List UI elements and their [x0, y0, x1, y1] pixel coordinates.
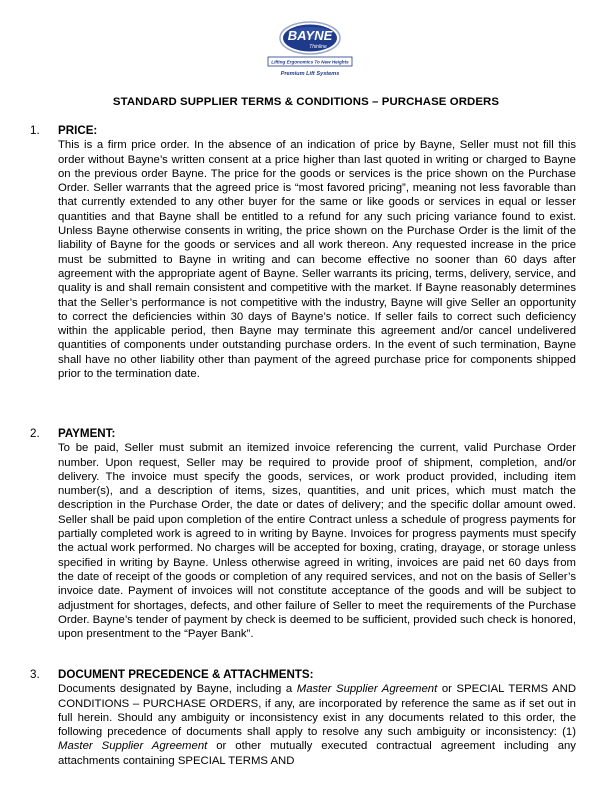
section-number: 2.: [30, 427, 40, 440]
section-heading: PAYMENT:: [58, 427, 116, 440]
text-segment: or SPECIAL TERMS AND CONDITIONS – PURCHASE ORDERS, if any, are incorporated by reference the same as if set out in full herein. Should any ambiguity or inconsistency exist in any documents related to this order, the following precedence of documents shall apply to resolve any such ambiguity or inconsistency: (1): [58, 683, 577, 739]
section-number: 1.: [30, 124, 40, 137]
agreement-name: Master Supplier Agreement: [296, 683, 438, 696]
section-text: [58, 682, 576, 768]
agreement-name: Master Supplier Agreement: [58, 740, 208, 753]
section-text: This is a firm price order. In the absence of an indication of price by Bayne, Seller must not fill this order without Bayne’s written consent at a price higher than last quoted in writing or charged to Bayne on the previous order Bayne. The price for the goods or services is the price shown on the Purchase Order. Seller warrants that the agreed price is “most favored pricing”, meaning not less favorable than that currently extended to any other buyer for the same or like goods or services in equal or lesser quantities and that Bayne shall be entitled to a refund for any such pricing variance found to exist. Unless Bayne otherwise consents in writing, the price shown on the Purchase Order is the limit of the liability of Bayne for the goods or services and all work thereon. Any requested increase in the price must be submitted to Bayne in writing and can become effective no sooner than 60 days after agreement with the appropriate agent of Bayne. Seller warrants its pricing, terms, delivery, service, and quality is and shall remain consistent and competitive with the market. If Bayne reasonably determines that the Seller’s performance is not competitive with the industry, Bayne will give Seller an opportunity to correct the deficiencies within 30 days of Bayne’s notice. If seller fails to correct such deficiency within the applicable period, then Bayne may terminate this agreement and/or cancel undelivered quantities of components under outstanding purchase orders. In the event of such termination, Bayne shall have no other liability other than payment of the agreed purchase price for components shipped prior to the termination date.: [58, 139, 576, 381]
text-segment: Documents designated by Bayne, including a: [58, 683, 297, 696]
logo-tagline: Lifting Ergonomics To New Heights: [271, 59, 349, 65]
logo-sub: Thinline: [309, 44, 327, 50]
section-heading: DOCUMENT PRECEDENCE & ATTACHMENTS:: [58, 668, 314, 681]
logo-brand: BAYNE: [287, 28, 333, 43]
text-segment: or other mutually executed contractual agreement including any attachments containing SPECIAL TERMS AND: [58, 740, 576, 767]
logo-tagline2: Premium Lift Systems: [280, 71, 340, 77]
section-heading: PRICE:: [58, 124, 98, 137]
document-title: STANDARD SUPPLIER TERMS & CONDITIONS – PURCHASE ORDERS: [112, 96, 500, 108]
section-number: 3.: [30, 668, 40, 681]
bayne-logo: [256, 20, 364, 84]
section-text: To be paid, Seller must submit an itemized invoice referencing the current, valid Purchase Order number. Upon request, Seller may be required to provide proof of shipment, completion, and/or delivery. The invoice must specify the goods, services, or work product provided, including item number(s), and a description of items, sizes, quantities, and unit prices, which must match the description in the Purchase Order, the date or dates of delivery; and the specific dollar amount owed. Seller shall be paid upon completion of the entire Contract unless a schedule of progress payments for partially completed work is agreed to in writing by Bayne. Invoices for progress payments must specify the actual work performed. No charges will be accepted for boxing, crating, drayage, or storage unless specified in writing by Bayne. Unless otherwise agreed in writing, invoices are paid net 60 days from the date of receipt of the goods or completion of any required services, and not on the basis of Seller’s invoice date. Payment of invoices will not constitute acceptance of the goods and will be subject to adjustment for shortages, defects, and other failure of Seller to meet the requirements of the Purchase Order. Bayne’s tender of payment by check is deemed to be sufficient, provided such check is honored, upon presentment to the “Payer Bank”.: [58, 442, 576, 641]
